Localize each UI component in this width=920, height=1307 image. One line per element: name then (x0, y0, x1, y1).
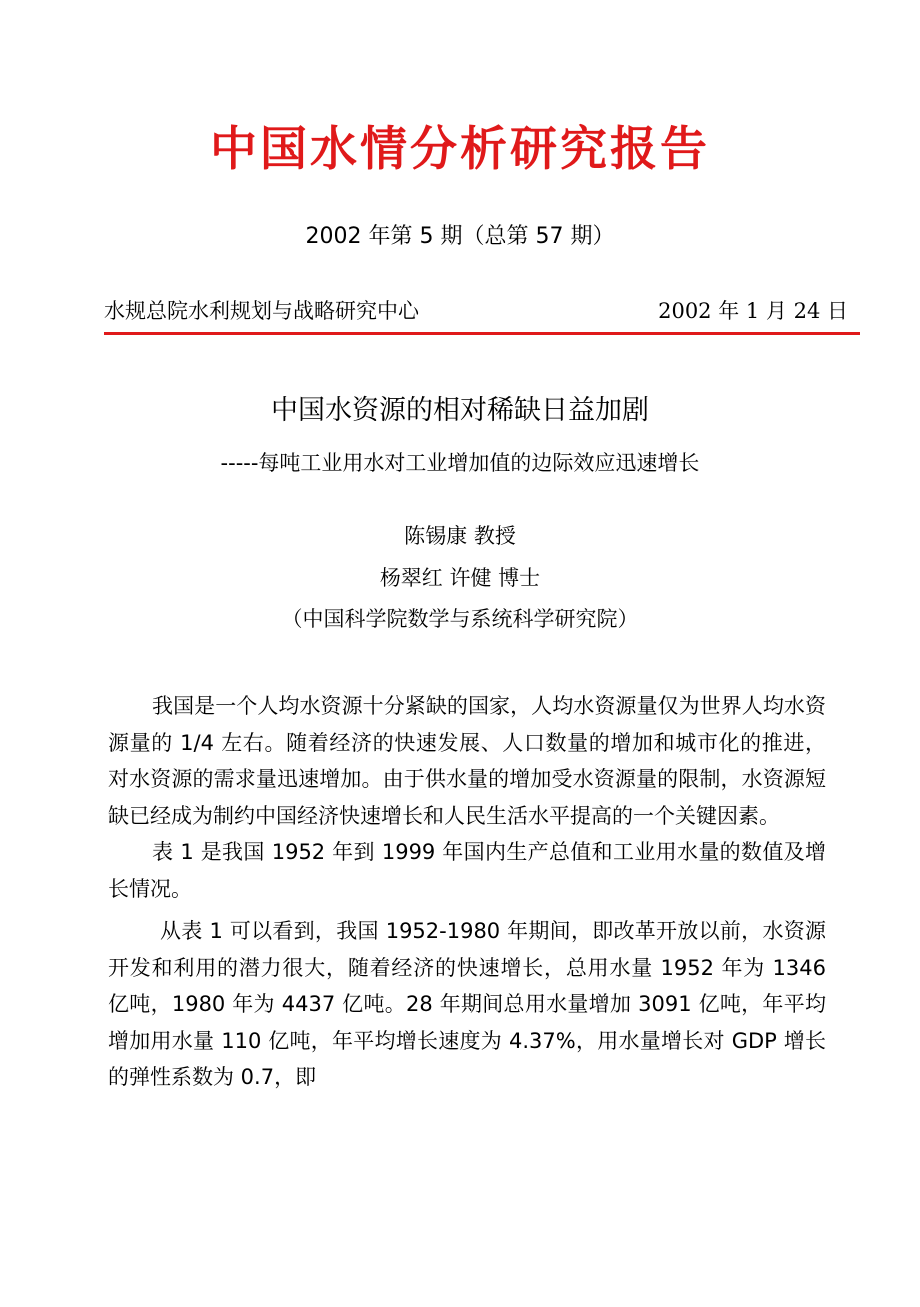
publisher-organization: 水规总院水利规划与战略研究中心 (104, 299, 419, 323)
body-paragraph: 表 1 是我国 1952 年到 1999 年国内生产总值和工业用水量的数值及增长情况。 (108, 840, 826, 901)
article-body (108, 688, 826, 1096)
author-affiliation: （中国科学院数学与系统科学研究院） (281, 607, 639, 631)
article-title: 中国水资源的相对稀缺日益加剧 (271, 395, 649, 426)
article-subtitle: -----每吨工业用水对工业增加值的边际效应迅速增长 (220, 451, 700, 475)
issue-number: 2002 年第 5 期（总第 57 期） (305, 224, 615, 249)
header-divider (104, 332, 860, 335)
report-masthead: 中国水情分析研究报告 (210, 122, 710, 177)
author-line: 陈锡康 教授 (404, 524, 516, 548)
body-paragraph: 我国是一个人均水资源十分紧缺的国家，人均水资源量仅为世界人均水资源量的 1/4 左右。随着经济的快速发展、人口数量的增加和城市化的推进，对水资源的需求量迅速增加。由于供水量的增加受水资源量的限制，水资源短缺已经成为制约中国经济快速增长和人民生活水平提高的一个关键因素。 (108, 694, 826, 828)
author-line: 杨翠红 许健 博士 (379, 566, 541, 590)
publication-date: 2002 年 1 月 24 日 (658, 299, 848, 323)
body-paragraph: 从表 1 可以看到，我国 1952-1980 年期间，即改革开放以前，水资源开发和利用的潜力很大，随着经济的快速增长，总用水量 1952 年为 1346 亿吨，1980 年为 4437 亿吨。28 年期间总用水量增加 3091 亿吨，年平均增加用水量 110 亿吨，年平均增长速度为 4.37%，用水量增长对 GDP 增长的弹性系数为 0.7，即 (108, 919, 826, 1089)
publisher-row (104, 295, 848, 327)
